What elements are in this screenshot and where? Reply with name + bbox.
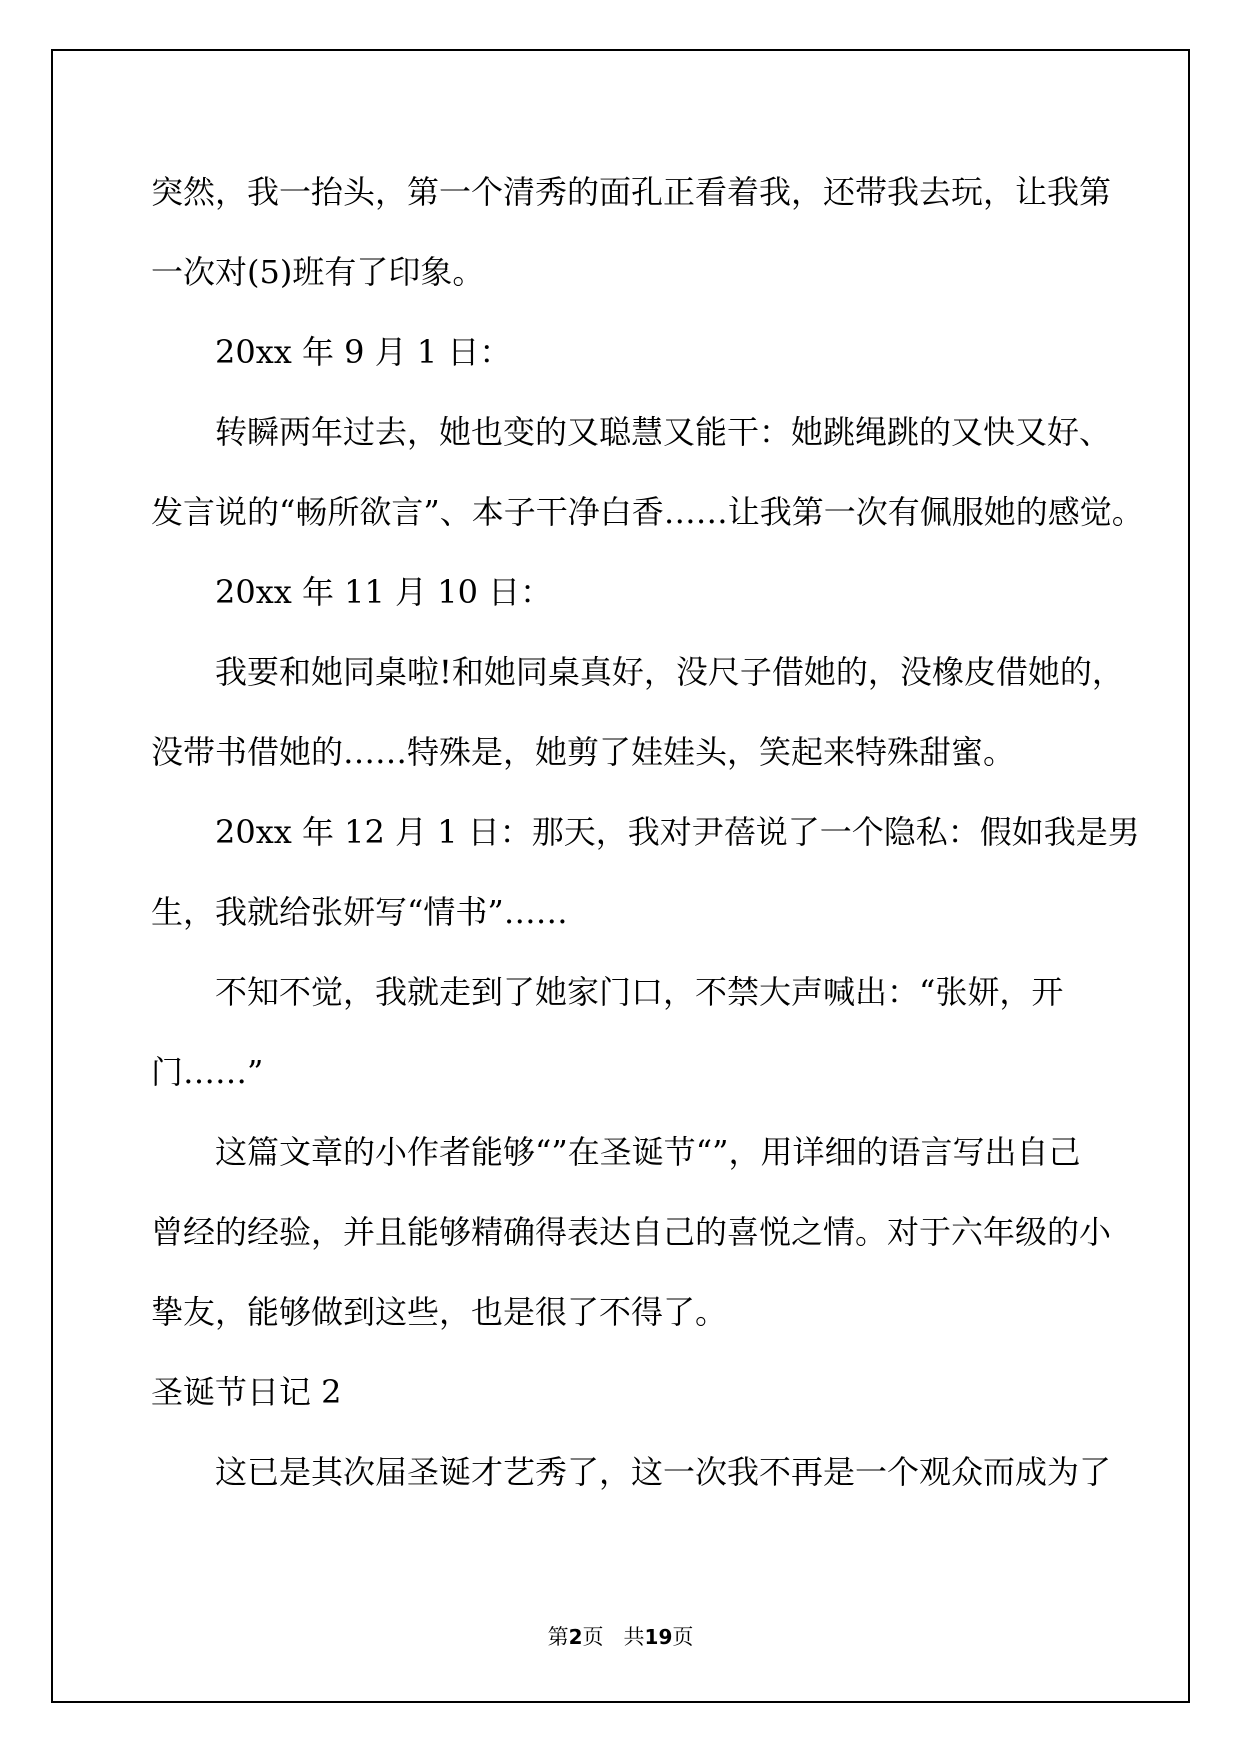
text-line: 这篇文章的小作者能够“”在圣诞节“”，用详细的语言写出自己: [215, 1133, 1081, 1171]
text-line: 门……”: [151, 1053, 264, 1091]
text-line: 这已是其次届圣诞才艺秀了，这一次我不再是一个观众而成为了: [215, 1453, 1112, 1491]
diary-date-line: 20xx 年 12 月 1 日：那天，我对尹蓓说了一个隐私：假如我是男: [215, 813, 1140, 851]
total-pages-prefix: 共: [623, 1625, 645, 1649]
text-line: 一次对(5)班有了印象。: [151, 253, 485, 291]
total-pages-unit: 页: [672, 1625, 694, 1649]
text-line: 我要和她同桌啦!和她同桌真好，没尺子借她的，没橡皮借她的，: [215, 653, 1124, 691]
text-line: 突然，我一抬头，第一个清秀的面孔正看着我，还带我去玩，让我第: [151, 173, 1112, 211]
total-pages-number: 19: [644, 1625, 673, 1649]
text-line: 不知不觉，我就走到了她家门口，不禁大声喊出：“张妍，开: [215, 973, 1064, 1011]
text-line: 转瞬两年过去，她也变的又聪慧又能干：她跳绳跳的又快又好、: [215, 413, 1112, 451]
diary-date-line: 20xx 年 11 月 10 日：: [215, 573, 553, 611]
text-line: 发言说的“畅所欲言”、本子干净白香……让我第一次有佩服她的感觉。: [151, 493, 1144, 531]
section-heading: 圣诞节日记 2: [151, 1373, 342, 1411]
page-footer: [51, 1622, 1190, 1652]
page-number: 2: [568, 1625, 583, 1649]
page-number-unit: 页: [582, 1625, 604, 1649]
text-line: 挚友，能够做到这些，也是很了不得了。: [151, 1293, 728, 1331]
diary-date-line: 20xx 年 9 月 1 日：: [215, 333, 512, 371]
text-line: 生，我就给张妍写“情书”……: [151, 893, 568, 931]
document-body: [151, 152, 1144, 1512]
text-line: 没带书借她的……特殊是，她剪了娃娃头，笑起来特殊甜蜜。: [151, 733, 1016, 771]
page-number-prefix: 第: [547, 1625, 569, 1649]
text-line: 曾经的经验，并且能够精确得表达自己的喜悦之情。对于六年级的小: [151, 1213, 1112, 1251]
